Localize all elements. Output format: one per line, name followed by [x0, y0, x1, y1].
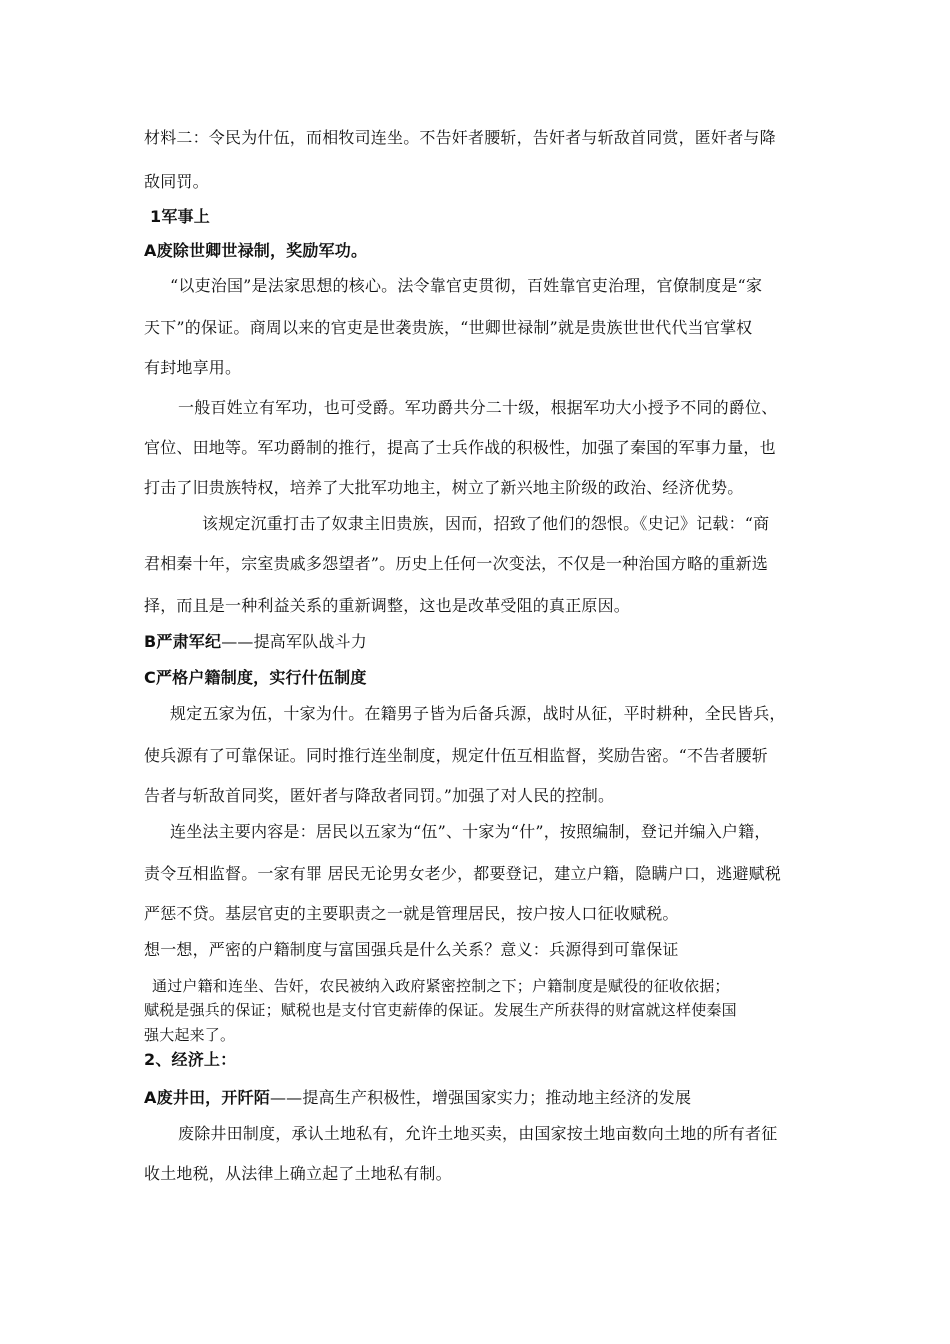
economy-a-heading-rest: ——提高生产积极性，增强国家实力；推动地主经济的发展: [269, 1088, 692, 1107]
military-think-question: 想一想，严密的户籍制度与富国强兵是什么关系？意义：兵源得到可靠保证: [144, 940, 679, 959]
material2-line-2: 敌同罚。: [144, 172, 209, 191]
military-p4-line-3: 告者与斩敌首同奖，匿奸者与降敌者同罚。”加强了对人民的控制。: [144, 786, 615, 805]
military-p3-line-3: 择，而且是一种利益关系的重新调整，这也是改革受阻的真正原因。: [144, 596, 631, 615]
military-p4-line-1: 规定五家为伍，十家为什。在籍男子皆为后备兵源，战时从征，平时耕种，全民皆兵，: [170, 704, 786, 723]
economy-p1-line-2: 收土地税，从法律上确立起了土地私有制。: [144, 1164, 452, 1183]
military-b-heading-bold: B严肃军纪: [144, 632, 222, 651]
military-c-heading: C严格户籍制度，实行什伍制度: [144, 668, 367, 687]
military-p6-line-2: 赋税是强兵的保证；赋税也是支付官吏薪俸的保证。发展生产所获得的财富就这样使秦国: [144, 1001, 737, 1019]
military-p4-line-2: 使兵源有了可靠保证。同时推行连坐制度，规定什伍互相监督，奖励告密。“不告者腰斩: [144, 746, 768, 765]
military-p6-line-1: 通过户籍和连坐、告奸，农民被纳入政府紧密控制之下；户籍制度是赋役的征收依据；: [152, 977, 730, 995]
economy-p1-line-1: 废除井田制度，承认土地私有，允许土地买卖，由国家按土地亩数向土地的所有者征: [178, 1124, 778, 1143]
military-p6-line-3: 强大起来了。: [144, 1026, 236, 1044]
military-p2-line-3: 打击了旧贵族特权，培养了大批军功地主，树立了新兴地主阶级的政治、经济优势。: [144, 478, 744, 497]
military-p1-line-3: 有封地享用。: [144, 358, 242, 377]
military-p1-line-2: 天下”的保证。商周以来的官吏是世袭贵族，“世卿世禄制”就是贵族世世代代当官掌权: [144, 318, 753, 337]
military-p5-line-1: 连坐法主要内容是：居民以五家为“伍”、十家为“什”，按照编制，登记并编入户籍，: [170, 822, 771, 841]
economy-heading: 2、经济上：: [144, 1050, 237, 1069]
military-heading: 1军事上: [150, 207, 210, 226]
military-p3-line-1: 该规定沉重打击了奴隶主旧贵族，因而，招致了他们的怨恨。《史记》记载：“商: [202, 514, 770, 533]
military-p2-line-2: 官位、田地等。军功爵制的推行，提高了士兵作战的积极性，加强了秦国的军事力量，也: [144, 438, 776, 457]
military-p2-line-1: 一般百姓立有军功，也可受爵。军功爵共分二十级，根据军功大小授予不同的爵位、: [178, 398, 778, 417]
military-b-heading-rest: ——提高军队战斗力: [221, 632, 368, 651]
military-p5-line-3: 严惩不贷。基层官吏的主要职责之一就是管理居民，按户按人口征收赋税。: [144, 904, 679, 923]
economy-a-heading: [144, 1088, 691, 1108]
military-p1-line-1: “以吏治国”是法家思想的核心。法令靠官吏贯彻，百姓靠官吏治理，官僚制度是“家: [170, 276, 763, 295]
military-a-heading: A废除世卿世禄制，奖励军功。: [144, 241, 368, 260]
military-b-heading: [144, 632, 367, 652]
military-p5-line-2: 责令互相监督。一家有罪 居民无论男女老少，都要登记，建立户籍，隐瞒户口，逃避赋税: [144, 864, 782, 883]
economy-a-heading-bold: A废井田，开阡陌: [144, 1088, 270, 1107]
military-p3-line-2: 君相秦十年，宗室贵戚多怨望者”。历史上任何一次变法，不仅是一种治国方略的重新选: [144, 554, 768, 573]
material2-line-1: 材料二：令民为什伍，而相牧司连坐。不告奸者腰斩，告奸者与斩敌首同赏，匿奸者与降: [144, 128, 776, 147]
